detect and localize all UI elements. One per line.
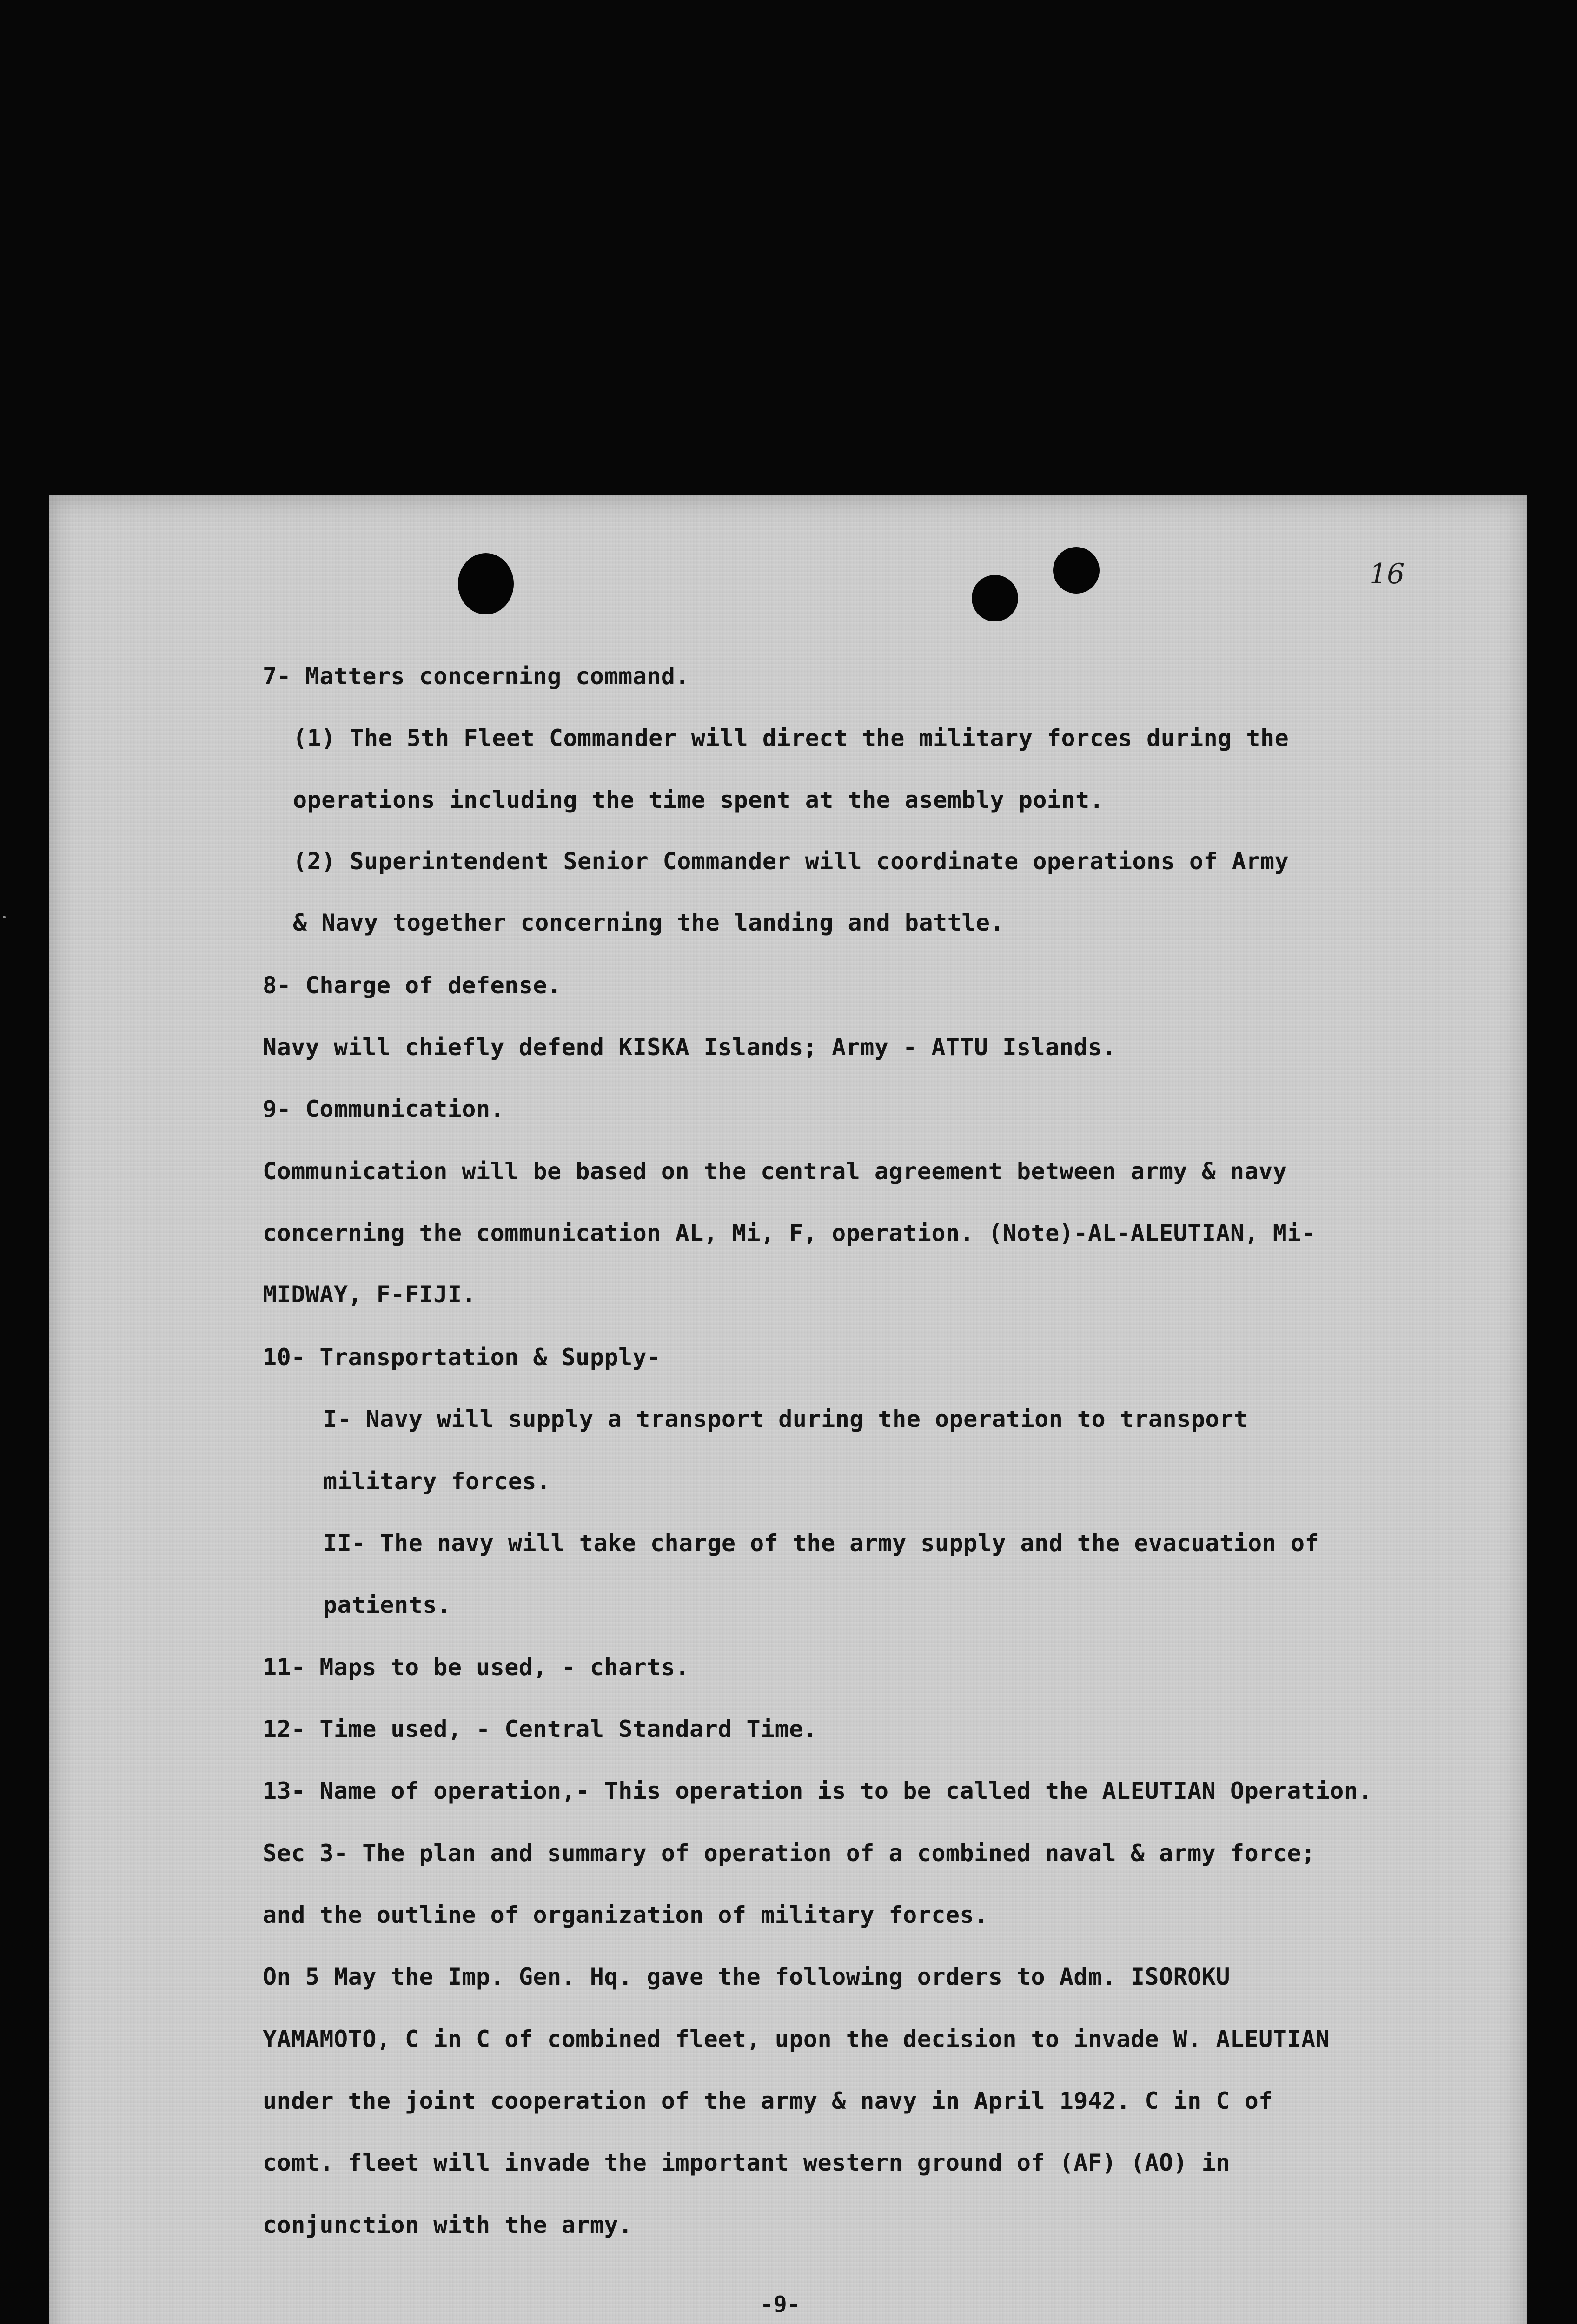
body-line: comt. fleet will invade the important western ground of (AF) (AO) in bbox=[263, 2149, 1230, 2176]
body-line: & Navy together concerning the landing and battle. bbox=[293, 909, 1005, 936]
section-heading-11: 11- Maps to be used, - charts. bbox=[263, 1654, 690, 1681]
body-line: MIDWAY, F-FIJI. bbox=[263, 1281, 477, 1308]
body-line: military forces. bbox=[323, 1468, 551, 1495]
section-heading-sec3: Sec 3- The plan and summary of operation of a combined naval & army force; bbox=[263, 1840, 1316, 1867]
body-line: conjunction with the army. bbox=[263, 2212, 633, 2238]
section-heading-12: 12- Time used, - Central Standard Time. bbox=[263, 1716, 818, 1743]
scan-speck bbox=[3, 916, 6, 918]
section-heading-13: 13- Name of operation,- This operation is to be called the ALEUTIAN Operation. bbox=[263, 1777, 1372, 1804]
folio-number: 16 bbox=[1369, 558, 1405, 590]
body-line: YAMAMOTO, C in C of combined fleet, upon the decision to invade W. ALEUTIAN bbox=[263, 2026, 1330, 2053]
body-line: On 5 May the Imp. Gen. Hq. gave the following orders to Adm. ISOROKU bbox=[263, 1963, 1230, 1990]
body-line: Navy will chiefly defend KISKA Islands; Army - ATTU Islands. bbox=[263, 1034, 1117, 1061]
section-heading-10: 10- Transportation & Supply- bbox=[263, 1344, 661, 1371]
document-body bbox=[49, 495, 1527, 2324]
body-line: concerning the communication AL, Mi, F, operation. (Note)-AL-ALEUTIAN, Mi- bbox=[263, 1220, 1316, 1247]
section-heading-7: 7- Matters concerning command. bbox=[263, 663, 690, 690]
body-line: Communication will be based on the central agreement between army & navy bbox=[263, 1158, 1287, 1185]
page-number: -9- bbox=[760, 2291, 801, 2317]
section-heading-8: 8- Charge of defense. bbox=[263, 972, 562, 999]
body-line: II- The navy will take charge of the army supply and the evacuation of bbox=[323, 1530, 1319, 1557]
body-line: patients. bbox=[323, 1591, 451, 1618]
body-line: I- Navy will supply a transport during the operation to transport bbox=[323, 1406, 1248, 1433]
body-line: (2) Superintendent Senior Commander will coordinate operations of Army bbox=[293, 848, 1289, 875]
section-heading-9: 9- Communication. bbox=[263, 1096, 505, 1122]
body-line: and the outline of organization of military forces. bbox=[263, 1901, 988, 1928]
document-page bbox=[49, 495, 1527, 2324]
body-line: (1) The 5th Fleet Commander will direct the military forces during the bbox=[293, 725, 1289, 752]
body-line: operations including the time spent at the asembly point. bbox=[293, 786, 1104, 813]
body-line: under the joint cooperation of the army & navy in April 1942. C in C of bbox=[263, 2087, 1273, 2114]
